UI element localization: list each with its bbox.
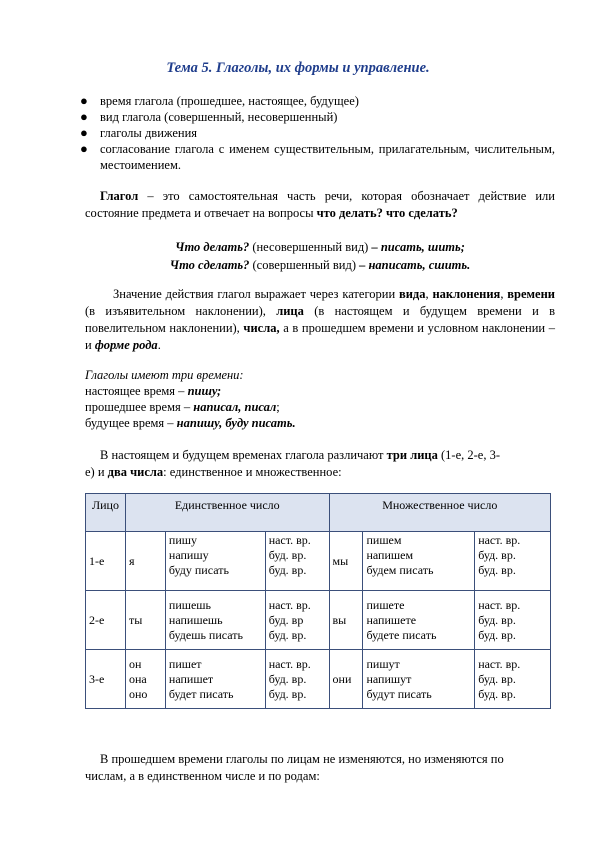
cell-pl-pronoun: они bbox=[329, 650, 363, 709]
aspect-line-perfective: Что сделать? (совершенный вид) – написать, сшить. bbox=[169, 258, 471, 272]
cell-person: 2-е bbox=[86, 591, 126, 650]
cell-sg-forms: пишу напишу буду писать bbox=[165, 532, 265, 591]
cell-pl-forms: пишем напишем будем писать bbox=[363, 532, 475, 591]
cell-sg-tense: наст. вр. буд. вр. буд. вр. bbox=[265, 650, 329, 709]
cell-sg-pronoun: ты bbox=[125, 591, 165, 650]
tense-past: прошедшее время – написал, писал; bbox=[85, 400, 280, 414]
meaning-paragraph: Значение действия глагол выражает через категории вида, наклонения, времени (в изъявительном наклонении), лица (в настоящем и будущем времени и в повелительном наклонении), числа, а в прошедшем времени и условном наклонении – и форме рода. bbox=[85, 287, 556, 352]
cell-pl-tense: наст. вр. буд. вр. буд. вр. bbox=[475, 532, 551, 591]
cell-sg-forms: пишет напишет будет писать bbox=[165, 650, 265, 709]
bullet-icon: ● bbox=[80, 125, 88, 140]
cell-pl-pronoun: мы bbox=[329, 532, 363, 591]
conjugation-table bbox=[85, 493, 551, 709]
cell-pl-forms: пишут напишут будут писать bbox=[363, 650, 475, 709]
bullet-icon: ● bbox=[80, 93, 88, 108]
cell-sg-pronoun: он она оно bbox=[125, 650, 165, 709]
list-item: ● согласование глагола с именем существительным, прилагательным, числительным, местоимением. bbox=[80, 141, 555, 172]
list-item: ● время глагола (прошедшее, настоящее, будущее) bbox=[80, 93, 359, 108]
header-person: Лицо bbox=[86, 494, 126, 532]
header-singular: Единственное число bbox=[125, 494, 329, 532]
page-title: Тема 5. Глаголы, их формы и управление. bbox=[166, 60, 430, 76]
cell-sg-pronoun: я bbox=[125, 532, 165, 591]
list-item: ● вид глагола (совершенный, несовершенный) bbox=[80, 109, 338, 124]
cell-person: 3-е bbox=[86, 650, 126, 709]
topic-list bbox=[80, 93, 555, 173]
table-row bbox=[86, 591, 551, 650]
table-row bbox=[86, 532, 551, 591]
cell-pl-pronoun: вы bbox=[329, 591, 363, 650]
cell-sg-tense: наст. вр. буд. вр буд. вр. bbox=[265, 591, 329, 650]
cell-pl-forms: пишете напишете будете писать bbox=[363, 591, 475, 650]
definition-paragraph: Глагол – это самостоятельная часть речи, которая обозначает действие или состояние предмета и отвечает на вопросы что делать? что сделать? bbox=[85, 189, 555, 220]
cell-person: 1-е bbox=[86, 532, 126, 591]
definition-questions: что делать? что сделать? bbox=[316, 206, 458, 220]
past-tense-note: В прошедшем времени глаголы по лицам не изменяются, но изменяются по числам, а в единственном числе и по родам: bbox=[85, 752, 504, 783]
cell-pl-tense: наст. вр. буд. вр. буд. вр. bbox=[475, 591, 551, 650]
tense-present: настоящее время – пишу; bbox=[85, 384, 222, 398]
bullet-icon: ● bbox=[80, 141, 88, 156]
list-item: ● глаголы движения bbox=[80, 125, 198, 140]
bullet-icon: ● bbox=[80, 109, 88, 124]
cell-sg-tense: наст. вр. буд. вр. буд. вр. bbox=[265, 532, 329, 591]
aspect-line-imperfective: Что делать? (несовершенный вид) – писать, шить; bbox=[175, 240, 465, 254]
cell-sg-forms: пишешь напишешь будешь писать bbox=[165, 591, 265, 650]
definition-term: Глагол bbox=[100, 189, 139, 203]
table-header-row bbox=[86, 494, 551, 532]
tenses-heading: Глаголы имеют три времени: bbox=[85, 368, 244, 382]
cell-pl-tense: наст. вр. буд. вр. буд. вр. bbox=[475, 650, 551, 709]
table-row bbox=[86, 650, 551, 709]
persons-intro: В настоящем и будущем временах глагола различают три лица (1-е, 2-е, 3-е) и два числа: единственное и множественное: bbox=[85, 448, 500, 479]
tense-future: будущее время – напишу, буду писать. bbox=[85, 416, 296, 430]
tenses-block bbox=[85, 367, 555, 431]
header-plural: Множественное число bbox=[329, 494, 550, 532]
